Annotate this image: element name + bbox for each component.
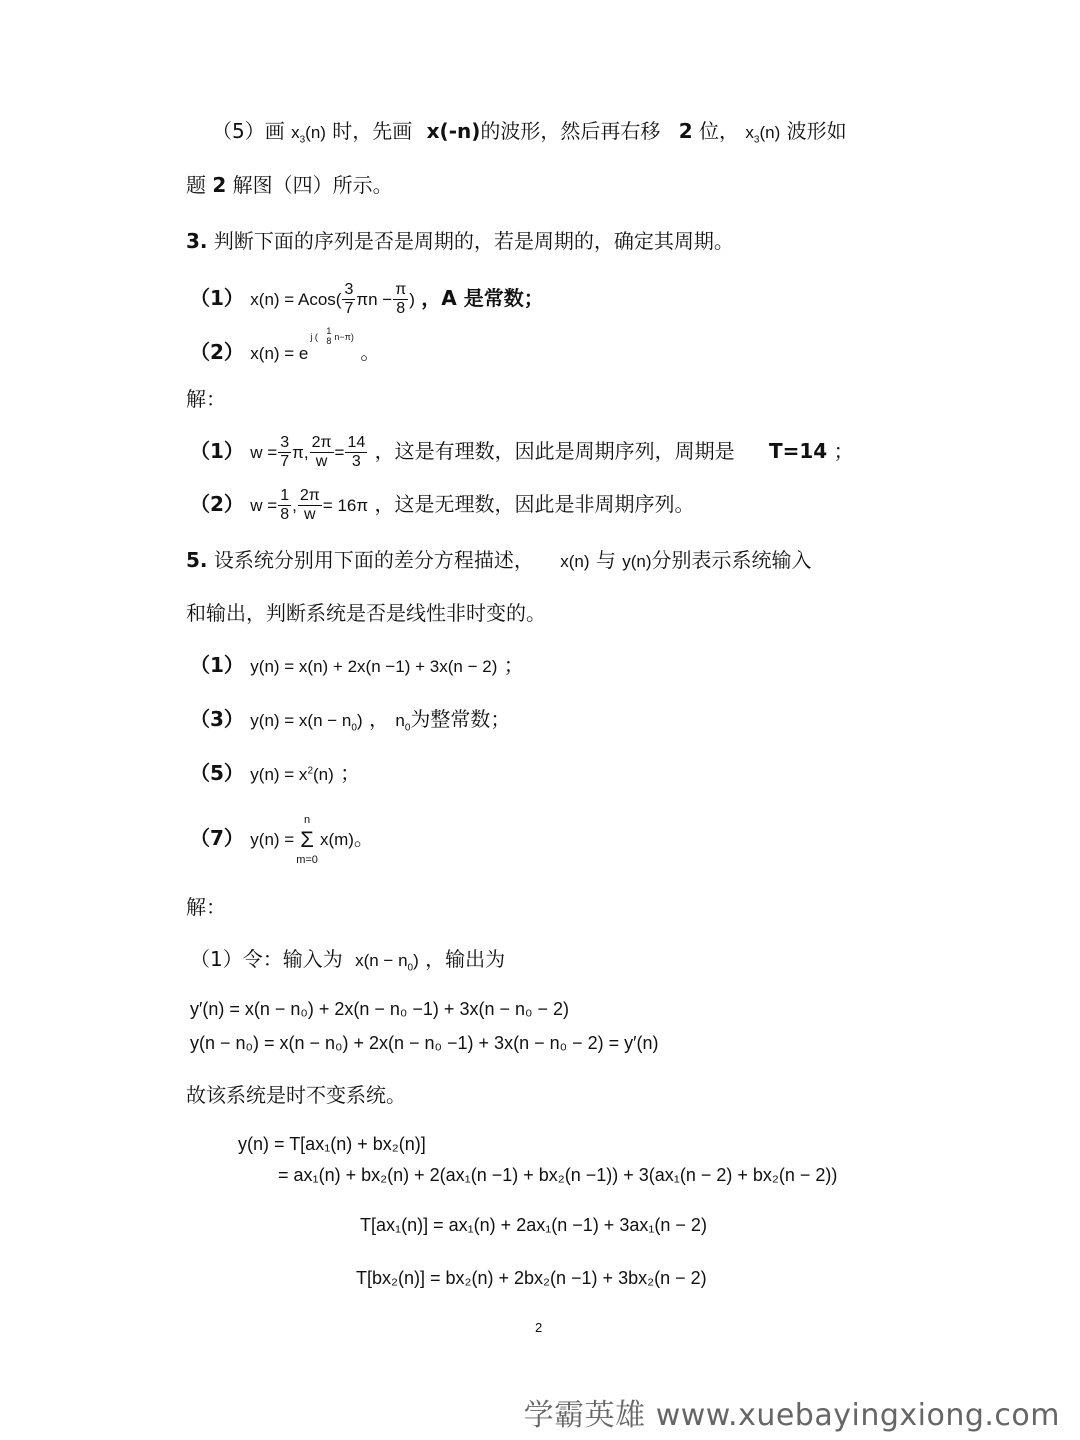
q5-conclusion: 故该系统是时不变系统。 [186, 1083, 406, 1107]
fraction: $\frac{2\pi}{w}$ [299, 487, 320, 523]
q3-sol2: （2） w = $\frac{1}{8}$ , $\frac{2\pi}{w}$ = 16π ，这是无理数，因此是非周期序列。 [190, 487, 695, 523]
q5-sol1-intro: （1）令：输入为 $x(n - n_0)$ ，输出为 [190, 947, 506, 974]
q3-item2: （2） x(n) = e j ( 1 8 n−π) 。 [190, 326, 381, 364]
q3-item1: （1） x(n) = Acos( $\frac{3}{7}$ πn − $\frac{\pi}{8}$ ) ，A 是常数； [190, 281, 544, 317]
q5-item5: （5） $y(n) = x^2(n)$ ； [190, 761, 361, 785]
q3-sol1: （1） w = $\frac{3}{7}$ π, $\frac{2\pi}{w}$ = $\frac{14}{3}$ ，这是有理数，因此是周期序列，周期是 T=14 ； [190, 434, 854, 470]
equation-4: = ax₁(n) + bx₂(n) + 2(ax₁(n −1) + bx₂(n −1)) + 3(ax₁(n − 2) + bx₂(n − 2)) [278, 1165, 838, 1185]
watermark: 学霸英雄 www.xuebayingxiong.com [523, 1398, 1060, 1433]
q5-item1: （1） y(n) = x(n) + 2x(n −1) + 3x(n − 2) ； [190, 653, 524, 677]
fraction: $\frac{\pi}{8}$ [395, 281, 407, 317]
q5-item3: （3） $y(n) = x(n - n_0)$ ， $n_0$为整常数； [190, 707, 511, 734]
fraction: $\frac{3}{7}$ [344, 281, 354, 317]
fraction: $\frac{1}{8}$ [280, 487, 290, 523]
p5-line1: （5）画 $x_3(n)$ 时，先画 x(-n)的波形，然后再右移 2 位， $x_3(n)$ 波形如 [212, 119, 847, 146]
exponent: j ( 1 8 n−π) [310, 326, 354, 346]
sigma-summation: n Σ m=0 [296, 813, 318, 866]
p5-line2: 题 2 解图（四）所示。 [186, 173, 393, 197]
equation-6: T[bx₂(n)] = bx₂(n) + 2bx₂(n −1) + 3bx₂(n − 2) [356, 1268, 707, 1288]
equation-5: T[ax₁(n)] = ax₁(n) + 2ax₁(n −1) + 3ax₁(n − 2) [360, 1215, 707, 1235]
q5-item7: （7） y(n) = n Σ m=0 x(m)。 [190, 813, 374, 866]
fraction: $\frac{3}{7}$ [280, 434, 290, 470]
q3-heading: 3. 判断下面的序列是否是周期的，若是周期的，确定其周期。 [186, 229, 734, 253]
q3-solution-label: 解： [186, 387, 226, 411]
equation-1: y′(n) = x(n − n₀) + 2x(n − n₀ −1) + 3x(n − n₀ − 2) [190, 999, 569, 1019]
q5-solution-label: 解： [186, 895, 226, 919]
page-number: 2 [535, 1320, 543, 1335]
q5-heading-line2: 和输出，判断系统是否是线性非时变的。 [186, 601, 546, 625]
x3-symbol: $x_3(n)$ [291, 123, 326, 146]
fraction: $\frac{14}{3}$ [347, 434, 366, 470]
equation-2: y(n − n₀) = x(n − n₀) + 2x(n − n₀ −1) + 3x(n − n₀ − 2) = y′(n) [190, 1033, 659, 1053]
x3-symbol-2: $x_3(n)$ [745, 123, 781, 146]
equation-3: y(n) = T[ax₁(n) + bx₂(n)] [238, 1134, 426, 1154]
fraction: $\frac{2\pi}{w}$ [311, 434, 332, 470]
q5-heading: 5. 设系统分别用下面的差分方程描述， x(n) 与 y(n)分别表示系统输入 [186, 548, 812, 572]
